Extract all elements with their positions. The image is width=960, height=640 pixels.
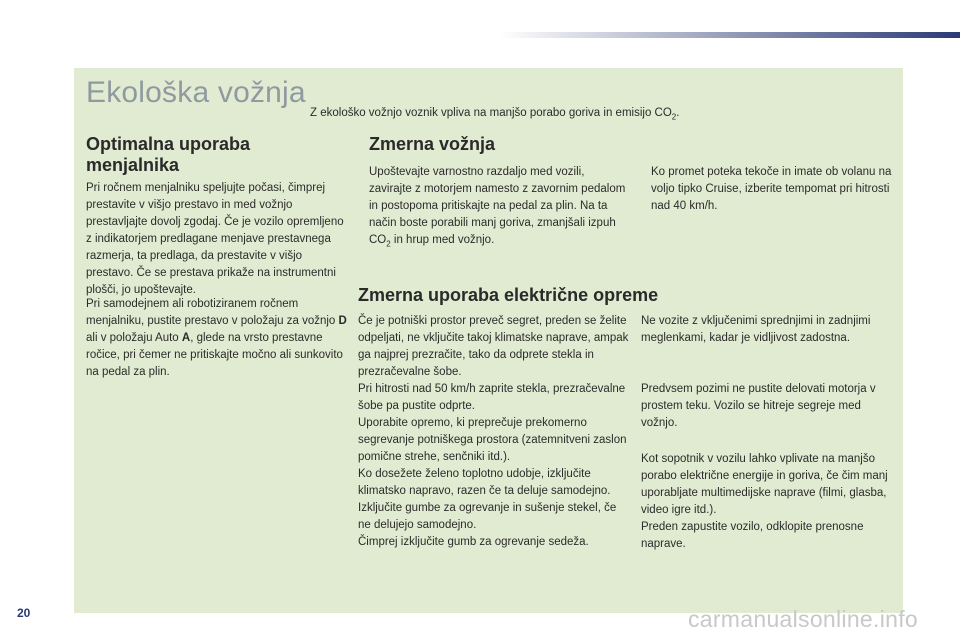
electrical-right-line: Kot sopotnik v vozilu lahko vplivate na manjšo porabo električne energije in goriva, če čim manj uporabljate multimedijske naprave (filmi, glasba, video igre itd.). xyxy=(641,453,888,516)
gearbox-paragraph-1: Pri ročnem menjalniku speljujte počasi, čimprej prestavite v višjo prestavo in med vožnjo prestavljajte dovolj zgodaj. Če je vozilo opremljeno z indikatorjem predlagane menjave prestavnega razmerja, ta predlaga, da prestavite v višjo prestavo. Če se prestava prikaže na instrumentni plošči, jo upoštevajte. xyxy=(86,182,344,296)
electrical-heading: Zmerna uporaba električne opreme xyxy=(358,285,659,305)
gearbox-heading: Optimalna uporaba menjalnika xyxy=(86,134,251,175)
driving-paragraph-1: Upoštevajte varnostno razdaljo med vozili, zavirajte z motorjem namesto z zavornim pedalom in postopoma pritiskajte na pedal za plin. Na ta način boste porabili manj goriva, zmanjšali izpuh $CO_2$ in hrup med vožnjo. xyxy=(369,166,626,249)
header-decoration-bar xyxy=(500,32,960,38)
electrical-left-line: Ko dosežete želeno toplotno udobje, izključite klimatsko napravo, razen če ta deluje samodejno. xyxy=(358,468,611,497)
page-number: 20 xyxy=(17,606,31,620)
electrical-right-paragraph-2: Predvsem pozimi ne pustite delovati motorja v prostem teku. Vozilo se hitreje segreje med vožnjo. xyxy=(641,383,876,429)
electrical-left-line: Pri hitrosti nad 50 km/h zaprite stekla, prezračevalne šobe pa pustite odprte. xyxy=(358,383,626,412)
page-title: Ekološka vožnja xyxy=(86,76,306,109)
page-subtitle: Z ekološko vožnjo voznik vpliva na manjšo porabo goriva in emisijo $CO_2$. xyxy=(310,107,680,122)
gearbox-paragraph-2: Pri samodejnem ali robotiziranem ročnem menjalniku, pustite prestavo v položaju za vožnjo D ali v položaju Auto A, glede na vrsto prestavne ročice, pri čemer ne pritiskajte močno ali sunkovito na pedal za plin. xyxy=(86,298,347,378)
electrical-left-line: Uporabite opremo, ki preprečuje prekomerno segrevanje potniškega prostora (zatemnitveni zaslon pomične strehe, senčniki itd.). xyxy=(358,417,627,463)
electrical-right-paragraph-3 xyxy=(641,451,898,553)
driving-paragraph-2: Ko promet poteka tekoče in imate ob volanu na voljo tipko Cruise, izberite tempomat pri hitrosti nad 40 km/h. xyxy=(651,166,892,212)
electrical-left-line: Izključite gumbe za ogrevanje in sušenje stekel, če ne delujejo samodejno. xyxy=(358,502,617,531)
electrical-left-text xyxy=(358,313,630,551)
electrical-left-line: Čimprej izključite gumb za ogrevanje sedeža. xyxy=(358,536,589,548)
watermark: carmanualsonline.info xyxy=(687,606,918,632)
electrical-right-paragraph-1: Ne vozite z vključenimi sprednjimi in zadnjimi meglenkami, kadar je vidljivost zadostna. xyxy=(641,315,871,344)
electrical-right-line: Preden zapustite vozilo, odklopite prenosne naprave. xyxy=(641,521,864,550)
electrical-left-line: Če je potniški prostor preveč segret, preden se želite odpeljati, ne vključite takoj klimatske naprave, ampak ga najprej prezračite, tako da odprete stekla in prezračevalne šobe. xyxy=(358,315,629,378)
driving-heading: Zmerna vožnja xyxy=(369,134,496,154)
